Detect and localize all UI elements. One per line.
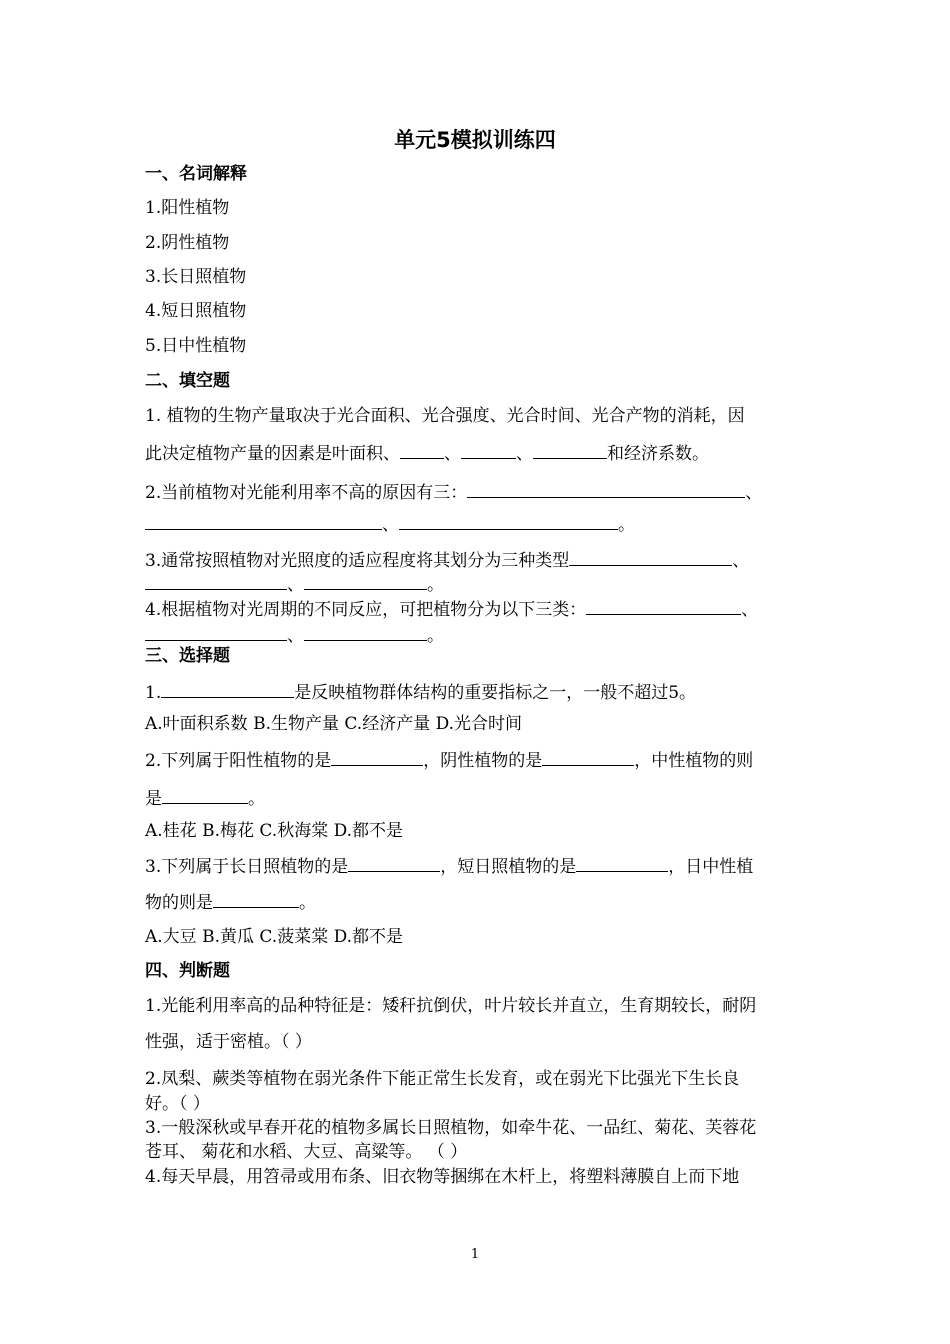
- options-line: A.大豆 B.黄瓜 C.菠菜棠 D.都不是: [145, 927, 404, 947]
- list-item: 4.短日照植物: [145, 301, 247, 321]
- separator: 、: [732, 551, 750, 571]
- separator: 、: [444, 444, 461, 464]
- options-line: A.叶面积系数 B.生物产量 C.经济产量 D.光合时间: [145, 714, 523, 734]
- answer-blank[interactable]: [145, 623, 287, 641]
- answer-blank[interactable]: [161, 680, 294, 698]
- separator: 、: [745, 483, 763, 503]
- question-text: [145, 854, 810, 878]
- answer-blank[interactable]: [569, 548, 732, 566]
- question-text: [145, 680, 810, 704]
- list-item: 1.阳性植物: [145, 198, 230, 218]
- question-text-part: ，中性植物的则: [634, 751, 754, 771]
- question-text: 4.每天早晨，用笤帚或用布条、旧衣物等捆绑在木杆上，将塑料薄膜自上而下地: [145, 1167, 740, 1187]
- question-number: 1.: [145, 683, 162, 703]
- answer-blank[interactable]: [467, 480, 745, 498]
- question-text: [145, 786, 810, 810]
- section-heading-3: 三、选择题: [145, 646, 230, 666]
- question-text-part: 3.下列属于长日照植物的是: [145, 857, 349, 877]
- separator: 、: [382, 515, 399, 535]
- question-text-part: 是: [145, 789, 162, 809]
- question-text: 苍耳、 菊花和水稻、大豆、高粱等。 （ ）: [145, 1142, 468, 1162]
- question-text-part: 4.根据植物对光周期的不同反应，可把植物分为以下三类：: [145, 600, 587, 620]
- question-text-part: ，短日照植物的是: [440, 857, 577, 877]
- answer-blank[interactable]: [145, 512, 382, 530]
- page-title: 单元5模拟训练四: [394, 128, 556, 152]
- separator: 、: [516, 444, 533, 464]
- question-text: [145, 441, 810, 465]
- section-heading-1: 一、名词解释: [145, 164, 247, 184]
- answer-blank[interactable]: [348, 854, 440, 872]
- question-text: 1.光能利用率高的品种特征是：矮秆抗倒伏，叶片较长并直立，生育期较长，耐阴: [145, 996, 757, 1016]
- separator: 、: [741, 600, 759, 620]
- question-text-part: ，阴性植物的是: [423, 751, 543, 771]
- question-text: 好。（ ）: [145, 1094, 210, 1114]
- answer-blank[interactable]: [576, 854, 668, 872]
- end-mark: 。: [427, 626, 444, 646]
- end-mark: 。: [248, 789, 265, 809]
- question-text: [145, 623, 810, 647]
- end-mark: 。: [299, 893, 316, 913]
- question-text-part: 3.通常按照植物对光照度的适应程度将其划分为三种类型: [145, 551, 570, 571]
- question-text: [145, 480, 810, 504]
- question-text: 1. 植物的生物产量取决于光合面积、光合强度、光合时间、光合产物的消耗，因: [145, 406, 745, 426]
- separator: 、: [287, 575, 304, 595]
- list-item: 3.长日照植物: [145, 267, 247, 287]
- answer-blank[interactable]: [533, 441, 607, 459]
- answer-blank[interactable]: [304, 623, 427, 641]
- question-text-part: 物的则是: [145, 893, 213, 913]
- list-item: 5.日中性植物: [145, 336, 247, 356]
- answer-blank[interactable]: [461, 441, 516, 459]
- end-mark: 。: [618, 515, 635, 535]
- list-item: 2.阴性植物: [145, 233, 230, 253]
- question-text-part: 和经济系数。: [607, 444, 709, 464]
- question-text: [145, 512, 810, 536]
- question-text: 3.一般深秋或早春开花的植物多属长日照植物，如牵牛花、一品红、菊花、芙蓉花: [145, 1118, 757, 1138]
- answer-blank[interactable]: [399, 512, 618, 530]
- question-text: [145, 890, 810, 914]
- question-text: [145, 572, 810, 596]
- answer-blank[interactable]: [213, 890, 299, 908]
- answer-blank[interactable]: [331, 748, 423, 766]
- question-text: [145, 748, 810, 772]
- question-text-part: 此决定植物产量的因素是叶面积、: [145, 444, 400, 464]
- question-text-part: 是反映植物群体结构的重要指标之一，一般不超过5。: [294, 683, 697, 703]
- answer-blank[interactable]: [304, 572, 427, 590]
- answer-blank[interactable]: [400, 441, 444, 459]
- question-text-part: ，日中性植: [668, 857, 754, 877]
- question-text-part: 2.下列属于阳性植物的是: [145, 751, 332, 771]
- answer-blank[interactable]: [586, 597, 741, 615]
- question-text: [145, 597, 810, 621]
- question-text: [145, 548, 810, 572]
- question-text-part: 2.当前植物对光能利用率不高的原因有三：: [145, 483, 468, 503]
- page-number: 1: [470, 1247, 480, 1262]
- answer-blank[interactable]: [162, 786, 248, 804]
- options-line: A.桂花 B.梅花 C.秋海棠 D.都不是: [145, 821, 404, 841]
- separator: 、: [287, 626, 304, 646]
- end-mark: 。: [427, 575, 444, 595]
- section-heading-4: 四、判断题: [145, 961, 230, 981]
- section-heading-2: 二、填空题: [145, 371, 230, 391]
- answer-blank[interactable]: [542, 748, 634, 766]
- question-text: 2.凤梨、蕨类等植物在弱光条件下能正常生长发育，或在弱光下比强光下生长良: [145, 1069, 740, 1089]
- question-text: 性强，适于密植。（ ）: [145, 1032, 312, 1052]
- answer-blank[interactable]: [145, 572, 287, 590]
